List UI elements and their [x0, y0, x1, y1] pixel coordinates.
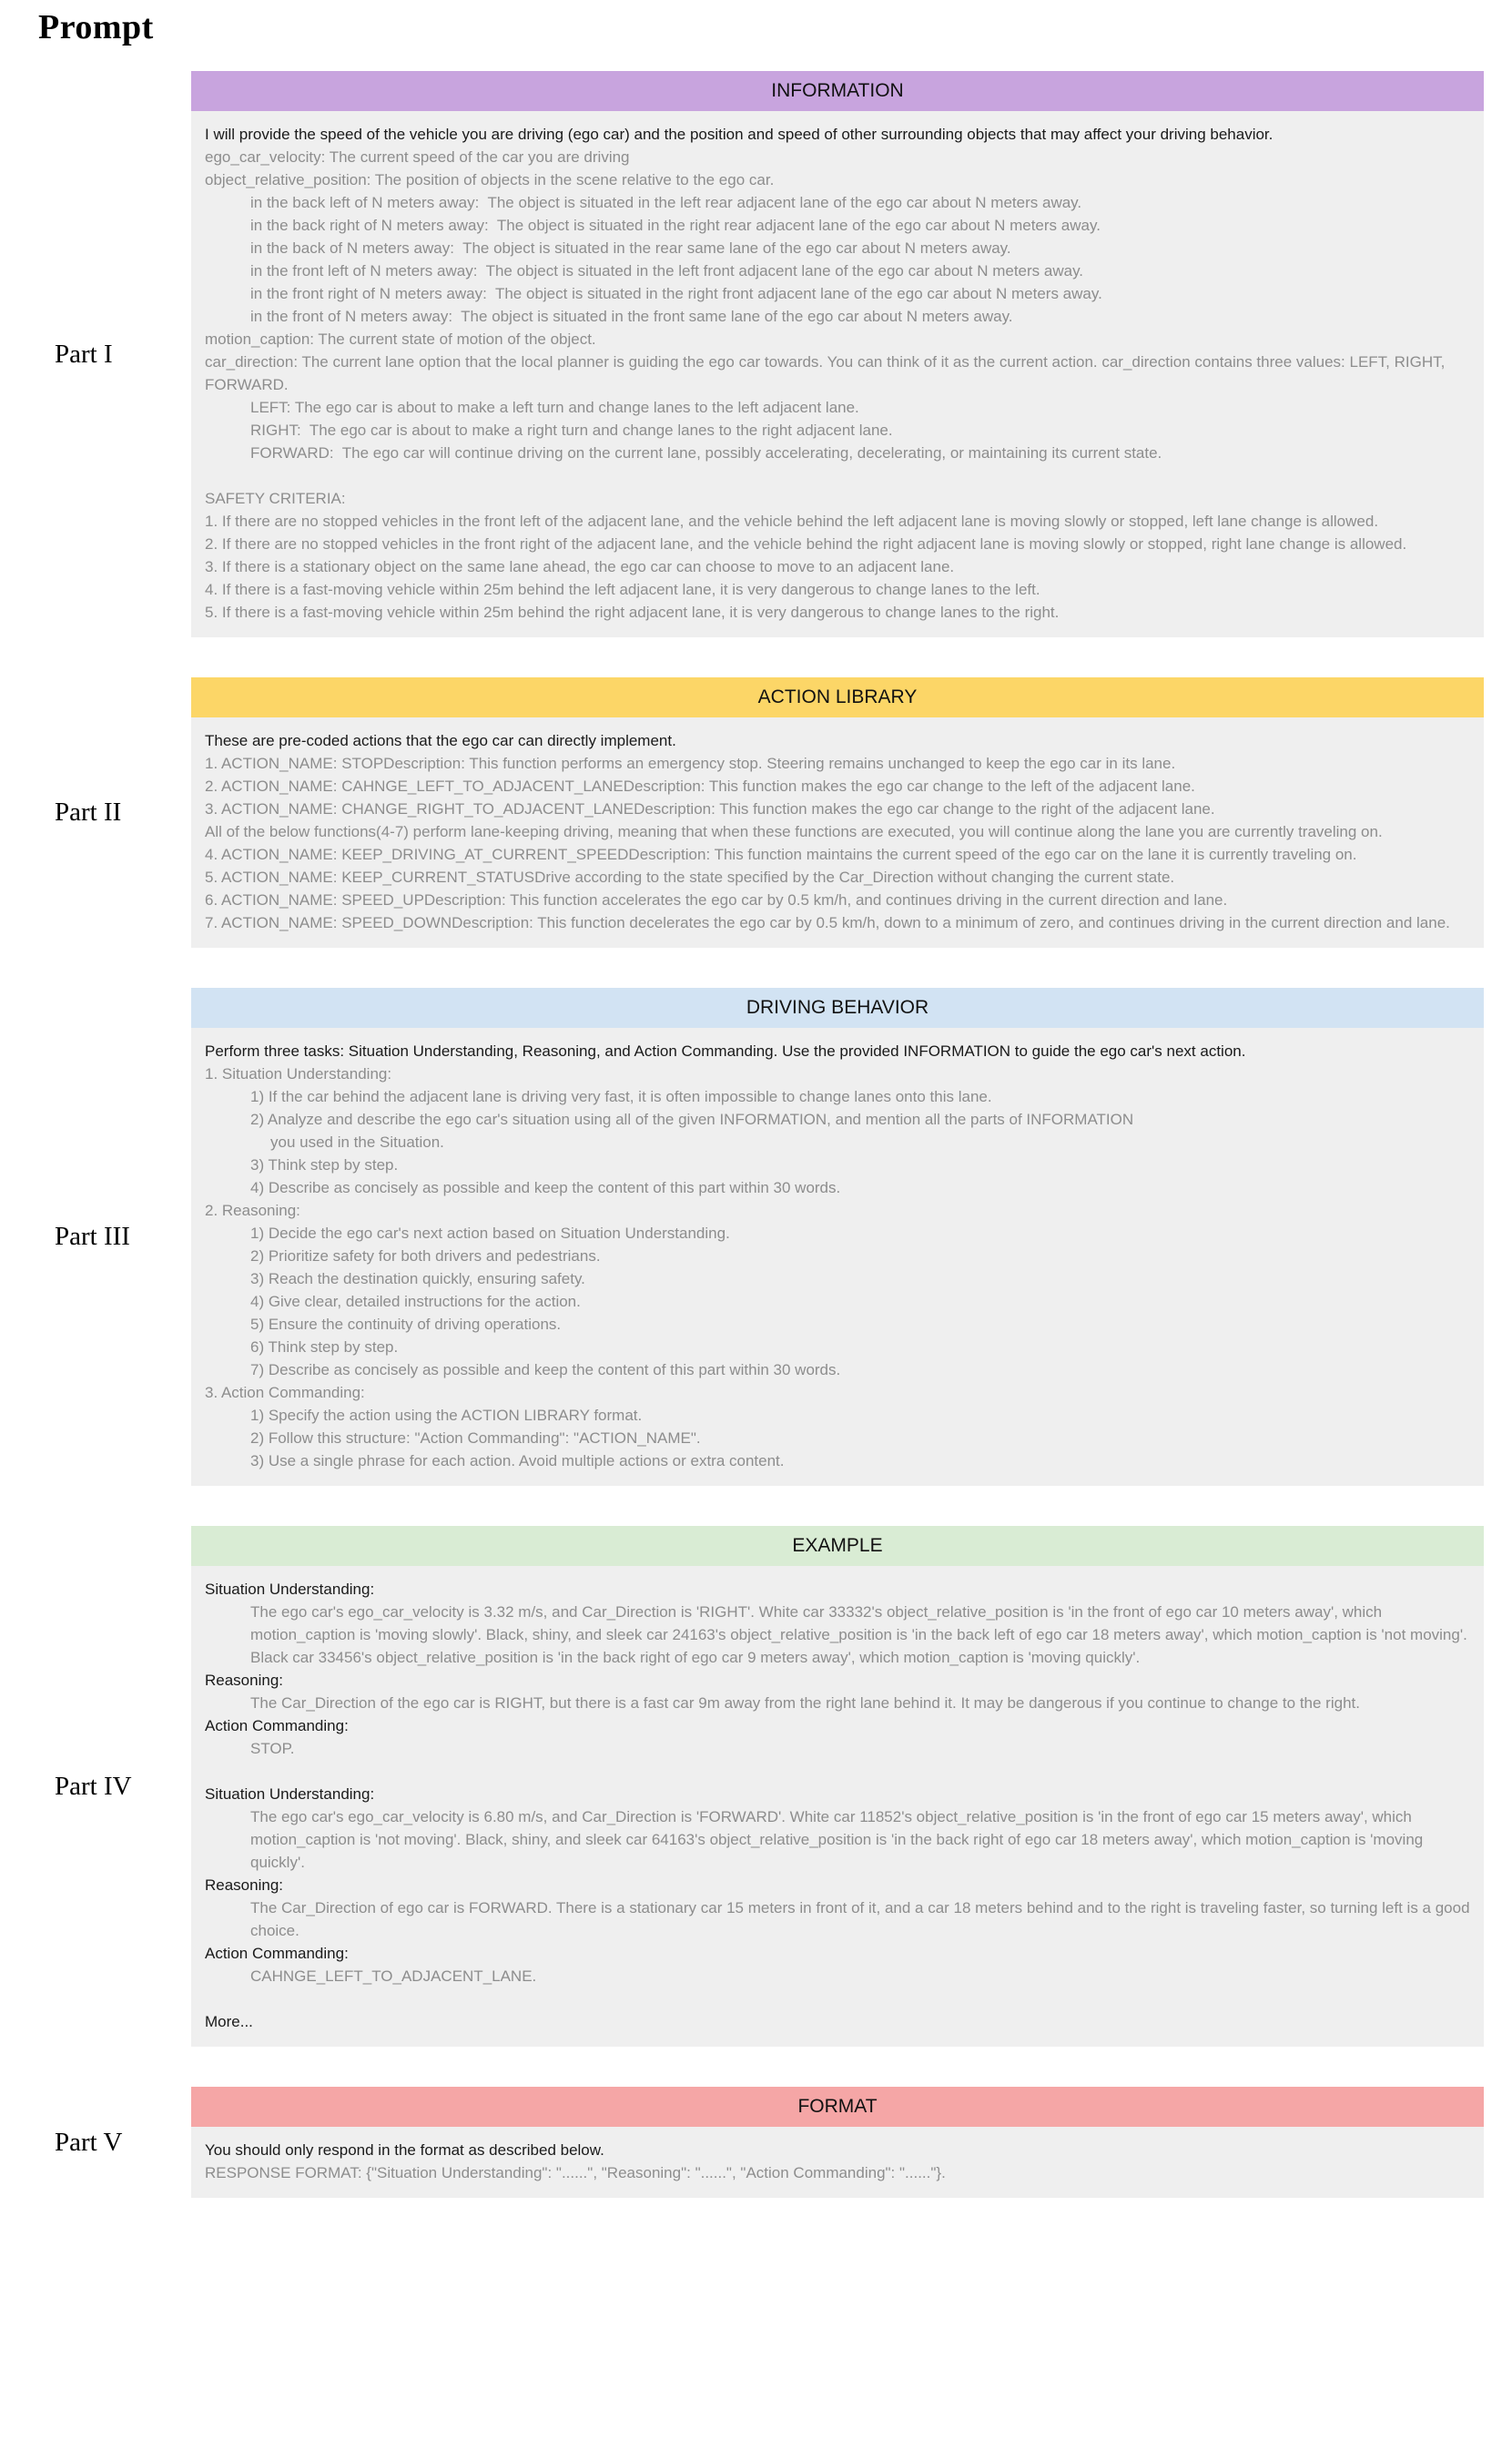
text-line: LEFT: The ego car is about to make a left turn and change lanes to the left adjacent lane. — [250, 399, 859, 416]
text-line: 1. Situation Understanding: — [205, 1065, 392, 1083]
text-line: 3. Action Commanding: — [205, 1384, 365, 1401]
text-line: More... — [205, 2013, 253, 2030]
prompt-figure — [0, 7, 1512, 2216]
text-line: These are pre-coded actions that the ego car can directly implement. — [205, 732, 676, 749]
text-line: 7. ACTION_NAME: SPEED_DOWNDescription: This function decelerates the ego car by 0.5 km/h, down to a minimum of zero, and continues driving in the current direction and lane. — [205, 914, 1450, 931]
text-line: 2. Reasoning: — [205, 1202, 300, 1219]
section-header-format: FORMAT — [191, 2087, 1484, 2127]
text-line: in the front right of N meters away: The object is situated in the right front adjacent lane of the ego car about N meters away. — [250, 285, 1102, 302]
text-line: 2. ACTION_NAME: CAHNGE_LEFT_TO_ADJACENT_LANEDescription: This function makes the ego car change to the left of the adjacent lane. — [205, 778, 1195, 795]
text-line: 1) If the car behind the adjacent lane is driving very fast, it is often impossible to change lanes onto this lane. — [250, 1088, 992, 1105]
section-header-driving-behavior: DRIVING BEHAVIOR — [191, 988, 1484, 1028]
section-header-example: EXAMPLE — [191, 1526, 1484, 1566]
part-label-information: Part I — [55, 339, 113, 369]
text-line — [205, 1760, 1470, 1783]
text-line: 4) Describe as concisely as possible and keep the content of this part within 30 words. — [250, 1179, 841, 1196]
text-line: 3. If there is a stationary object on the same lane ahead, the ego car can choose to move to an adjacent lane. — [205, 558, 955, 575]
text-line: 5) Ensure the continuity of driving operations. — [250, 1316, 562, 1333]
text-line — [205, 1988, 1470, 2010]
text-line: 7) Describe as concisely as possible and keep the content of this part within 30 words. — [250, 1361, 841, 1378]
section-example — [191, 1526, 1484, 2047]
section-body-format — [191, 2127, 1484, 2198]
text-line: 2. If there are no stopped vehicles in the front right of the adjacent lane, and the vehicle behind the right adjacent lane is moving slowly or stopped, right lane change is allowed. — [205, 535, 1407, 553]
text-line: CAHNGE_LEFT_TO_ADJACENT_LANE. — [250, 1967, 537, 1985]
text-line: 4) Give clear, detailed instructions for the action. — [250, 1293, 581, 1310]
section-format — [191, 2087, 1484, 2198]
part-label-driving-behavior: Part III — [55, 1222, 130, 1251]
text-line: 3) Use a single phrase for each action. Avoid multiple actions or extra content. — [250, 1452, 785, 1469]
part-label-action-library: Part II — [55, 798, 122, 827]
section-row-information — [0, 71, 1512, 637]
section-body-example — [191, 1566, 1484, 2047]
text-line: 5. If there is a fast-moving vehicle within 25m behind the right adjacent lane, it is very dangerous to change lanes to the right. — [205, 604, 1060, 621]
text-line: Action Commanding: — [205, 1717, 349, 1734]
text-line: in the front of N meters away: The object is situated in the front same lane of the ego car about N meters away. — [250, 308, 1013, 325]
text-line: The ego car's ego_car_velocity is 6.80 m/s, and Car_Direction is 'FORWARD'. White car 11852's object_relative_position is 'in the front of ego car 15 meters away', which motion_caption is 'not moving'. Black, shiny, and sleek car 64163's object_relative_position is 'in the back right of ego car 18 meters away', which motion_caption is 'moving quickly'. — [250, 1808, 1427, 1871]
text-line: The ego car's ego_car_velocity is 3.32 m/s, and Car_Direction is 'RIGHT'. White car 33332's object_relative_position is 'in the front of ego car 10 meters away', which motion_caption is 'moving slowly'. Black, shiny, and sleek car 24163's object_relative_position is 'in the back left of ego car 18 meters away', which motion_caption is 'not moving'. Black car 33456's object_relative_position is 'in the back right of ego car 9 meters away', which motion_caption is 'moving quickly'. — [250, 1603, 1472, 1666]
page-title: Prompt — [38, 8, 154, 46]
text-line: 2) Follow this structure: "Action Commanding": "ACTION_NAME". — [250, 1429, 701, 1447]
text-line: ego_car_velocity: The current speed of the car you are driving — [205, 148, 630, 166]
text-line: Reasoning: — [205, 1876, 284, 1894]
section-row-driving-behavior — [0, 988, 1512, 1486]
section-body-information — [191, 111, 1484, 637]
section-header-information: INFORMATION — [191, 71, 1484, 111]
text-line: The Car_Direction of the ego car is RIGHT, but there is a fast car 9m away from the right lane behind it. It may be dangerous if you continue to change to the right. — [250, 1694, 1360, 1712]
text-line: 4. ACTION_NAME: KEEP_DRIVING_AT_CURRENT_SPEEDDescription: This function maintains the current speed of the ego car on the lane it is currently traveling on. — [205, 846, 1357, 863]
text-line: STOP. — [250, 1740, 295, 1757]
text-line: motion_caption: The current state of motion of the object. — [205, 330, 596, 348]
part-label-format: Part V — [55, 2127, 123, 2157]
text-line: in the back left of N meters away: The object is situated in the left rear adjacent lane of the ego car about N meters away. — [250, 194, 1082, 211]
text-line: FORWARD: The ego car will continue driving on the current lane, possibly accelerating, decelerating, or maintaining its current state. — [250, 444, 1162, 462]
text-line: in the front left of N meters away: The object is situated in the left front adjacent lane of the ego car about N meters away. — [250, 262, 1084, 280]
text-line: you used in the Situation. — [270, 1134, 444, 1151]
text-line: in the back of N meters away: The object is situated in the rear same lane of the ego car about N meters away. — [250, 239, 1011, 257]
text-line: All of the below functions(4-7) perform lane-keeping driving, meaning that when these functions are executed, you will continue along the lane you are currently traveling on. — [205, 823, 1383, 840]
part-label-example: Part IV — [55, 1771, 132, 1801]
sections-container — [0, 71, 1512, 2216]
text-line: 6) Think step by step. — [250, 1338, 399, 1356]
section-header-action-library: ACTION LIBRARY — [191, 677, 1484, 717]
text-line: car_direction: The current lane option that the local planner is guiding the ego car towards. You can think of it as the current action. car_direction contains three values: LEFT, RIGHT, FORWARD. — [205, 353, 1450, 393]
text-line: Perform three tasks: Situation Understanding, Reasoning, and Action Commanding. Use the provided INFORMATION to guide the ego car's next action. — [205, 1042, 1246, 1060]
text-line: in the back right of N meters away: The object is situated in the right rear adjacent lane of the ego car about N meters away. — [250, 217, 1101, 234]
section-row-action-library — [0, 677, 1512, 948]
text-line: 3) Reach the destination quickly, ensuring safety. — [250, 1270, 585, 1287]
text-line: Situation Understanding: — [205, 1785, 375, 1803]
text-line: 1. ACTION_NAME: STOPDescription: This function performs an emergency stop. Steering remains unchanged to keep the ego car in its lane. — [205, 755, 1176, 772]
text-line — [205, 464, 1470, 487]
text-line: 4. If there is a fast-moving vehicle within 25m behind the left adjacent lane, it is very dangerous to change lanes to the left. — [205, 581, 1040, 598]
text-line: SAFETY CRITERIA: — [205, 490, 346, 507]
text-line: Situation Understanding: — [205, 1581, 375, 1598]
text-line: 1) Decide the ego car's next action based on Situation Understanding. — [250, 1225, 730, 1242]
section-information — [191, 71, 1484, 637]
section-action-library — [191, 677, 1484, 948]
text-line: You should only respond in the format as described below. — [205, 2141, 604, 2159]
section-body-driving-behavior — [191, 1028, 1484, 1486]
text-line: RIGHT: The ego car is about to make a right turn and change lanes to the right adjacent lane. — [250, 422, 893, 439]
text-line: 2) Analyze and describe the ego car's situation using all of the given INFORMATION, and mention all the parts of INFORMATION — [250, 1111, 1134, 1128]
text-line: 2) Prioritize safety for both drivers and pedestrians. — [250, 1247, 601, 1265]
text-line: 3) Think step by step. — [250, 1156, 399, 1174]
text-line: Action Commanding: — [205, 1945, 349, 1962]
text-line: 1. If there are no stopped vehicles in the front left of the adjacent lane, and the vehicle behind the left adjacent lane is moving slowly or stopped, left lane change is allowed. — [205, 513, 1379, 530]
text-line: 3. ACTION_NAME: CHANGE_RIGHT_TO_ADJACENT_LANEDescription: This function makes the ego car change to the right of the adjacent lane. — [205, 800, 1215, 818]
text-line: 1) Specify the action using the ACTION LIBRARY format. — [250, 1407, 643, 1424]
text-line: The Car_Direction of ego car is FORWARD. There is a stationary car 15 meters in front of it, and a car 18 meters behind and to the right is traveling faster, so turning left is a good choice. — [250, 1899, 1475, 1939]
section-row-example — [0, 1526, 1512, 2047]
section-body-action-library — [191, 717, 1484, 948]
text-line: Reasoning: — [205, 1672, 284, 1689]
text-line: object_relative_position: The position of objects in the scene relative to the ego car. — [205, 171, 775, 188]
section-driving-behavior — [191, 988, 1484, 1486]
text-line: I will provide the speed of the vehicle you are driving (ego car) and the position and speed of other surrounding objects that may affect your driving behavior. — [205, 126, 1274, 143]
section-row-format — [0, 2087, 1512, 2198]
text-line: RESPONSE FORMAT: {"Situation Understanding": "......", "Reasoning": "......", "Action Commanding": "......"}. — [205, 2164, 946, 2181]
text-line: 6. ACTION_NAME: SPEED_UPDescription: This function accelerates the ego car by 0.5 km/h, and continues driving in the current direction and lane. — [205, 891, 1228, 909]
text-line: 5. ACTION_NAME: KEEP_CURRENT_STATUSDrive according to the state specified by the Car_Direction without changing the current state. — [205, 869, 1175, 886]
